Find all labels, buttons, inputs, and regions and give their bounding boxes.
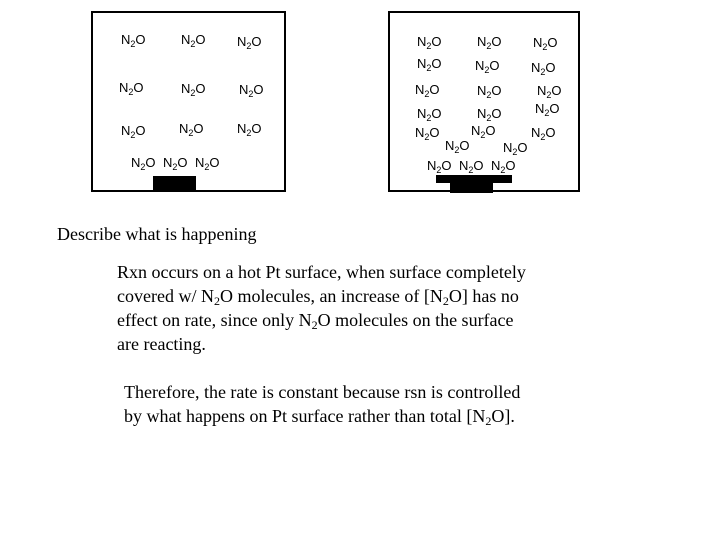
n2o-molecule: $N_2O$	[181, 32, 206, 49]
conclusion-line: Therefore, the rate is constant because rsn is controlled	[124, 382, 521, 402]
n2o-molecule: $N_2O$	[503, 140, 528, 157]
n2o-molecule: $N_2O$	[163, 155, 188, 172]
n2o-molecule: $N_2O$	[477, 83, 502, 100]
n2o-molecule: $N_2O$	[477, 106, 502, 123]
left-pt-surface	[153, 176, 196, 192]
n2o-molecule: $N_2O$	[445, 138, 470, 155]
n2o-molecule: $N_2O$	[237, 34, 262, 51]
n2o-molecule: $N_2O$	[531, 60, 556, 77]
explanation-line: covered w/ $N_2O$ molecules, an increase of $[N_2O]$ has no	[117, 286, 519, 308]
n2o-molecule: $N_2O$	[415, 82, 440, 99]
explanation-line: effect on rate, since only $N_2O$ molecules on the surface	[117, 310, 514, 332]
n2o-molecule: $N_2O$	[427, 158, 452, 175]
n2o-molecule: $N_2O$	[417, 56, 442, 73]
right-pt-surface-base	[450, 181, 493, 193]
n2o-molecule: $N_2O$	[119, 80, 144, 97]
n2o-molecule: $N_2O$	[121, 123, 146, 140]
n2o-molecule: $N_2O$	[533, 35, 558, 52]
n2o-molecule: $N_2O$	[121, 32, 146, 49]
n2o-molecule: $N_2O$	[459, 158, 484, 175]
conclusion-line: by what happens on Pt surface rather than total $[N_2O]$.	[124, 406, 515, 428]
n2o-molecule: $N_2O$	[181, 81, 206, 98]
n2o-molecule: $N_2O$	[131, 155, 156, 172]
n2o-molecule: $N_2O$	[417, 106, 442, 123]
explanation-paragraph	[117, 260, 526, 356]
explanation-line: are reacting.	[117, 334, 206, 354]
question-heading: Describe what is happening	[57, 224, 257, 244]
n2o-molecule: $N_2O$	[239, 82, 264, 99]
n2o-molecule: $N_2O$	[237, 121, 262, 138]
n2o-molecule: $N_2O$	[535, 101, 560, 118]
n2o-molecule: $N_2O$	[179, 121, 204, 138]
n2o-molecule: $N_2O$	[415, 125, 440, 142]
n2o-molecule: $N_2O$	[491, 158, 516, 175]
conclusion-paragraph	[124, 380, 520, 428]
n2o-molecule: $N_2O$	[537, 83, 562, 100]
n2o-molecule: $N_2O$	[475, 58, 500, 75]
n2o-molecule: $N_2O$	[477, 34, 502, 51]
n2o-molecule: $N_2O$	[531, 125, 556, 142]
n2o-molecule: $N_2O$	[417, 34, 442, 51]
explanation-line: Rxn occurs on a hot Pt surface, when surface completely	[117, 262, 526, 282]
n2o-molecule: $N_2O$	[195, 155, 220, 172]
n2o-molecule: $N_2O$	[471, 123, 496, 140]
